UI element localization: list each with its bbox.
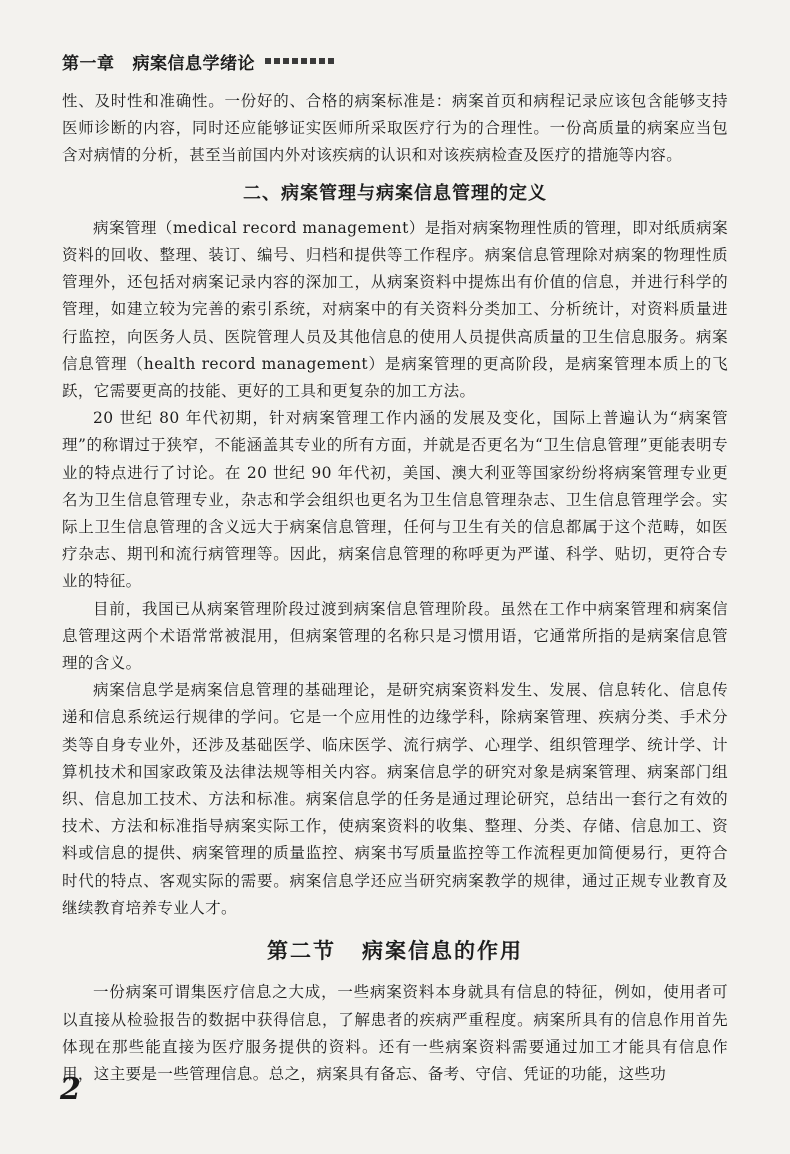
node-heading bbox=[62, 938, 728, 965]
section-heading: 二、病案管理与病案信息管理的定义 bbox=[243, 182, 547, 204]
chapter-title: 病案信息学绪论 bbox=[132, 53, 255, 74]
paragraph: 20 世纪 80 年代初期，针对病案管理工作内涵的发展及变化，国际上普遍认为“病案管理”的称谓过于狭窄，不能涵盖其专业的所有方面，并就是否更名为“卫生信息管理”更能表明专业的特点进行了讨论。在 20 世纪 90 年代初，美国、澳大利亚等国家纷纷将病案管理专业更名为卫生信息管理专业，杂志和学会组织也更名为卫生信息管理杂志、卫生信息管理学会。实际上卫生信息管理的含义远大于病案信息管理，任何与卫生有关的信息都属于这个范畴，如医疗杂志、期刊和流行病管理等。因此，病案信息管理的称呼更为严谨、科学、贴切，更符合专业的特征。 bbox=[62, 409, 728, 591]
paragraph-continued: 性、及时性和准确性。一份好的、合格的病案标准是：病案首页和病程记录应该包含能够支持医师诊断的内容，同时还应能够证实医师所采取医疗行为的合理性。一份高质量的病案应当包含对病情的分析，甚至当前国内外对该疾病的认识和对该疾病检查及医疗的措施等内容。 bbox=[62, 92, 728, 165]
paragraph: 一份病案可谓集医疗信息之大成，一些病案资料本身就具有信息的特征，例如，使用者可以直接从检验报告的数据中获得信息，了解患者的疾病严重程度。病案所具有的信息作用首先体现在那些能直接为医疗服务提供的资料。还有一些病案资料需要通过加工才能具有信息作用，这主要是一些管理信息。总之，病案具有备忘、备考、守信、凭证的功能，这些功 bbox=[62, 983, 728, 1083]
paragraph: 病案信息学是病案信息管理的基础理论，是研究病案资料发生、发展、信息转化、信息传递和信息系统运行规律的学问。它是一个应用性的边缘学科，除病案管理、疾病分类、手术分类等自身专业外，还涉及基础医学、临床医学、流行病学、心理学、组织管理学、统计学、计算机技术和国家政策及法律法规等相关内容。病案信息学的研究对象是病案管理、病案部门组织、信息加工技术、方法和标准。病案信息学的任务是通过理论研究，总结出一套行之有效的技术、方法和标准指导病案实际工作，使病案资料的收集、整理、分类、存储、信息加工、资料或信息的提供、病案管理的质量监控、病案书写质量监控等工作流程更加简便易行，更符合时代的特点、客观实际的需要。病案信息学还应当研究病案教学的规律，通过正规专业教育及继续教育培养专业人才。 bbox=[62, 681, 728, 917]
body-text bbox=[62, 88, 728, 1088]
paragraph: 目前，我国已从病案管理阶段过渡到病案信息管理阶段。虽然在工作中病案管理和病案信息管理这两个术语常常被混用，但病案管理的名称只是习惯用语，它通常所指的是病案信息管理的含义。 bbox=[62, 599, 728, 673]
node-heading-label: 第二节 bbox=[267, 939, 336, 964]
node-heading-title: 病案信息的作用 bbox=[362, 939, 523, 964]
paragraph: 病案管理（medical record management）是指对病案物理性质的管理，即对纸质病案资料的回收、整理、装订、编号、归档和提供等工作程序。病案信息管理除对病案的物理性质管理外，还包括对病案记录内容的深加工，从病案资料中提炼出有价值的信息，并进行科学的管理，如建立较为完善的索引系统，对病案中的有关资料分类加工、分析统计，对资料质量进行监控，向医务人员、医院管理人员及其他信息的使用人员提供高质量的卫生信息服务。病案信息管理（health record management）是病案管理的更高阶段，是病案管理本质上的飞跃，它需要更高的技能、更好的工具和更复杂的加工方法。 bbox=[62, 218, 728, 401]
header-ornament-squares bbox=[265, 58, 334, 64]
chapter-label: 第一章 bbox=[62, 53, 115, 74]
page-number: 2 bbox=[60, 1072, 81, 1107]
running-header bbox=[62, 46, 334, 76]
